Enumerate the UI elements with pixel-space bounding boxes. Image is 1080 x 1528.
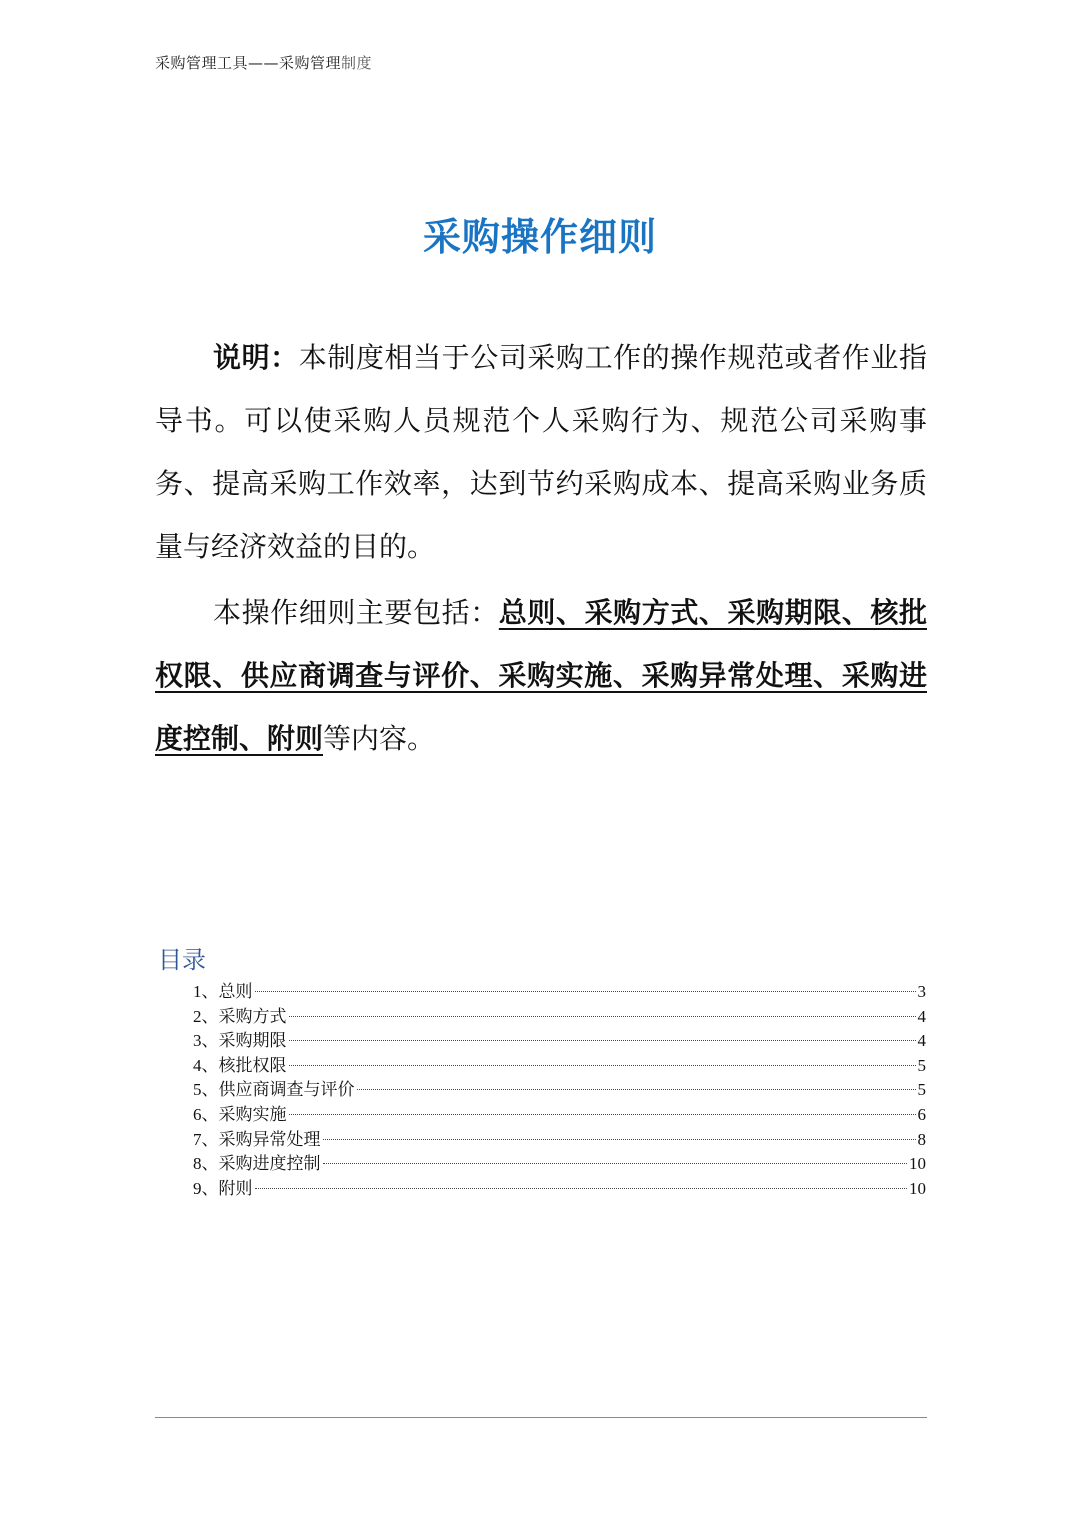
document-title: 采购操作细则: [422, 215, 657, 259]
toc-entry-page: 10: [909, 1154, 926, 1174]
toc-entry-page: 4: [917, 1006, 926, 1026]
toc-entry[interactable]: [193, 1029, 926, 1054]
toc-leader: [255, 1188, 908, 1189]
document-body: [155, 326, 927, 770]
toc-entry[interactable]: [193, 1128, 926, 1153]
toc-leader: [255, 991, 916, 992]
toc-title: 目录: [158, 946, 206, 974]
toc-leader: [289, 1016, 916, 1017]
scope-items: 总则、采购方式、采购期限、核批权限、供应商调查与评价、采购实施、采购异常处理、采购进度控制、附则: [155, 596, 927, 755]
scope-prefix: 本操作细则主要包括：: [213, 596, 499, 629]
toc-entry-label: 1、总则: [193, 982, 253, 1001]
toc-leader: [289, 1040, 916, 1041]
toc-entry-page: 4: [917, 1031, 926, 1051]
intro-text: 本制度相当于公司采购工作的操作规范或者作业指导书。可以使采购人员规范个人采购行为、规范公司采购事务、提高采购工作效率，达到节约采购成本、提高采购业务质量与经济效益的目的。: [155, 341, 927, 563]
toc-leader: [323, 1163, 908, 1164]
toc-entry-page: 3: [917, 982, 926, 1001]
toc-entry[interactable]: [193, 1103, 926, 1128]
scope-paragraph: [155, 581, 927, 770]
toc-entry-page: 8: [917, 1129, 926, 1149]
footer-divider: [155, 1417, 927, 1418]
toc-leader: [357, 1089, 916, 1090]
page-header: [155, 52, 372, 73]
toc-entry-label: 9、附则: [193, 1178, 253, 1198]
toc-entry[interactable]: [193, 1078, 926, 1103]
intro-label: 说明：: [213, 341, 299, 374]
toc-entry-page: 10: [909, 1178, 926, 1198]
toc-entry-label: 8、采购进度控制: [193, 1154, 321, 1174]
toc-entry-label: 3、采购期限: [193, 1031, 287, 1051]
toc-entry-label: 4、核批权限: [193, 1055, 287, 1075]
toc-entry[interactable]: [193, 980, 926, 1005]
toc-leader: [323, 1139, 916, 1140]
toc-entry[interactable]: [193, 1177, 926, 1202]
toc-entry-label: 7、采购异常处理: [193, 1129, 321, 1149]
toc-entry[interactable]: [193, 1054, 926, 1079]
intro-paragraph: [155, 326, 927, 578]
toc-entry-page: 5: [917, 1080, 926, 1100]
table-of-contents: [193, 980, 926, 1201]
toc-leader: [289, 1065, 916, 1066]
toc-entry-label: 2、采购方式: [193, 1006, 287, 1026]
header-main: 采购管理工具——采购管理: [155, 54, 342, 72]
toc-leader: [289, 1114, 916, 1115]
toc-entry-label: 6、采购实施: [193, 1104, 287, 1124]
toc-entry-page: 5: [917, 1055, 926, 1075]
header-tail: 制度: [341, 54, 373, 72]
scope-suffix: 等内容。: [323, 722, 436, 755]
toc-entry[interactable]: [193, 1152, 926, 1177]
toc-entry[interactable]: [193, 1005, 926, 1030]
toc-entry-page: 6: [917, 1104, 926, 1124]
toc-entry-label: 5、供应商调查与评价: [193, 1080, 355, 1100]
